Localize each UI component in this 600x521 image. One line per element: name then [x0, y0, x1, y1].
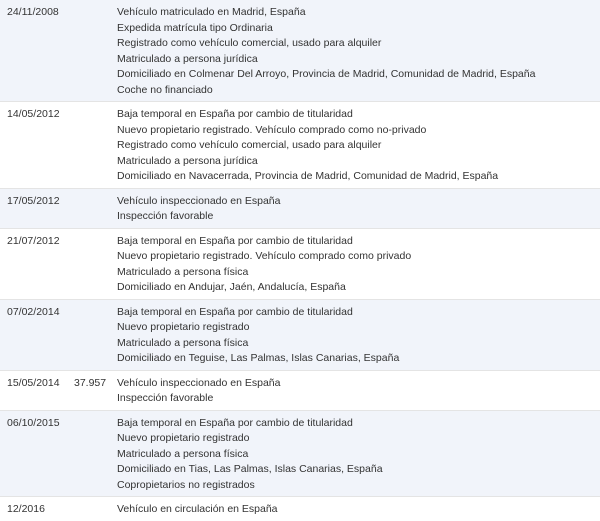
history-entry-row — [0, 497, 600, 521]
event-line: Vehículo inspeccionado en España — [117, 194, 281, 207]
event-line: Nuevo propietario registrado — [117, 321, 250, 333]
event-line: Baja temporal en España por cambio de titularidad — [117, 305, 353, 318]
entry-date: 15/05/2014 — [0, 370, 68, 410]
event-line: Matriculado a persona física — [117, 447, 249, 460]
event-line: Domiciliado en Navacerrada, Provincia de Madrid, Comunidad de Madrid, España — [117, 170, 499, 182]
event-line: Matriculado a persona jurídica — [117, 52, 258, 65]
entry-date: 06/10/2015 — [0, 410, 68, 497]
entry-date: 24/11/2008 — [0, 0, 68, 102]
event-line: Domiciliado en Colmenar Del Arroyo, Provincia de Madrid, Comunidad de Madrid, España — [117, 68, 536, 80]
entry-mileage: 37.957 — [68, 370, 114, 410]
history-entry-row — [0, 188, 600, 228]
event-line: Matriculado a persona física — [117, 336, 249, 349]
event-line: Registrado como vehículo comercial, usado para alquiler — [117, 37, 382, 49]
event-line: Vehículo inspeccionado en España — [117, 376, 281, 389]
entry-events — [114, 0, 600, 102]
entry-events — [114, 299, 600, 370]
event-line: Nuevo propietario registrado — [117, 432, 250, 444]
history-entry-row — [0, 410, 600, 497]
entry-mileage — [68, 0, 114, 102]
entry-events — [114, 188, 600, 228]
entry-events — [114, 370, 600, 410]
entry-mileage — [68, 497, 114, 521]
entry-events — [114, 228, 600, 299]
entry-date: 14/05/2012 — [0, 102, 68, 189]
entry-date: 17/05/2012 — [0, 188, 68, 228]
event-line: Baja temporal en España por cambio de titularidad — [117, 108, 353, 120]
entry-date: 21/07/2012 — [0, 228, 68, 299]
event-line: Vehículo en circulación en España — [117, 503, 278, 515]
entry-events — [114, 497, 600, 521]
event-line: Inspección favorable — [117, 392, 214, 404]
history-entry-row — [0, 102, 600, 189]
entry-date: 07/02/2014 — [0, 299, 68, 370]
entry-mileage — [68, 102, 114, 189]
event-line: Domiciliado en Teguise, Las Palmas, Islas Canarias, España — [117, 352, 400, 364]
event-line: Vehículo matriculado en Madrid, España — [117, 6, 306, 18]
event-line: Domiciliado en Tias, Las Palmas, Islas Canarias, España — [117, 463, 383, 475]
event-line: Nuevo propietario registrado. Vehículo comprado como privado — [117, 250, 412, 262]
history-entry-row — [0, 228, 600, 299]
event-line: Baja temporal en España por cambio de titularidad — [117, 416, 353, 429]
event-line: Matriculado a persona física — [117, 265, 249, 278]
entry-mileage — [68, 299, 114, 370]
event-line: Matriculado a persona jurídica — [117, 154, 258, 167]
history-entry-row — [0, 0, 600, 102]
entry-events — [114, 410, 600, 497]
event-line: Inspección favorable — [117, 210, 214, 222]
event-line: Baja temporal en España por cambio de titularidad — [117, 234, 353, 247]
event-line: Coche no financiado — [117, 83, 213, 96]
entry-events — [114, 102, 600, 189]
event-line: Registrado como vehículo comercial, usado para alquiler — [117, 139, 382, 151]
entry-mileage — [68, 228, 114, 299]
event-line: Nuevo propietario registrado. Vehículo comprado como no-privado — [117, 123, 427, 136]
entry-mileage — [68, 188, 114, 228]
history-entry-row — [0, 370, 600, 410]
event-line: Copropietarios no registrados — [117, 478, 255, 491]
entry-mileage — [68, 410, 114, 497]
event-line: Expedida matrícula tipo Ordinaria — [117, 21, 273, 34]
event-line: Domiciliado en Andujar, Jaén, Andalucía, España — [117, 281, 346, 293]
entry-date: 12/2016 — [0, 497, 68, 521]
history-entry-row — [0, 299, 600, 370]
